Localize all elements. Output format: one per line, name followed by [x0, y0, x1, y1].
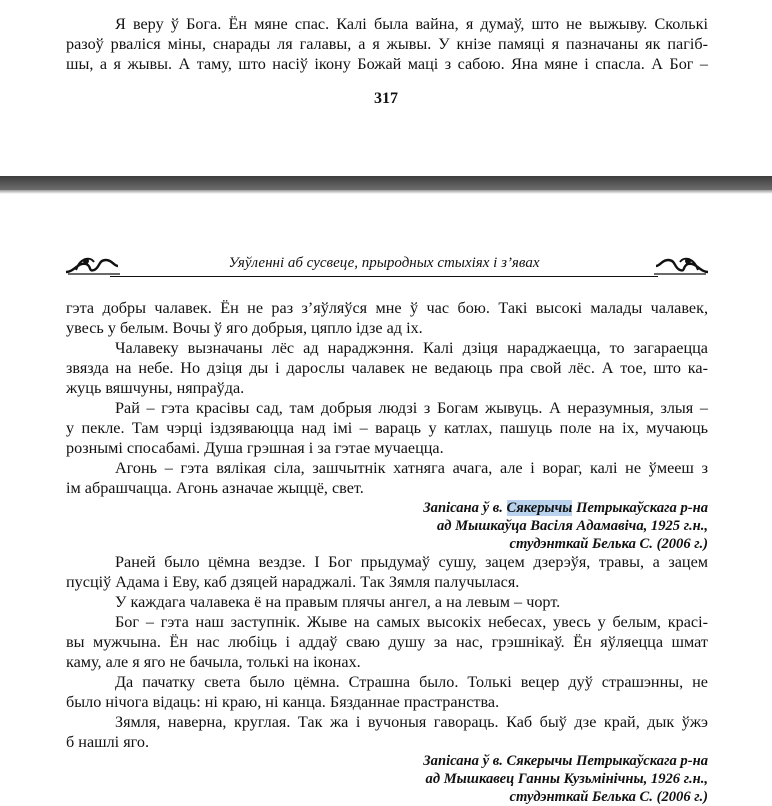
text-line: Да пачатку света было цёмна. Страшна было. Толькі вецер дуў страшэнны, не: [115, 673, 708, 691]
text-line: разоў рваліся міны, снарады ля галавы, а я жывы. У кнізе памяці я пазначаны як пагіб-: [66, 35, 708, 53]
section-2: [66, 552, 708, 752]
text-line: каму, але я яго не бачыла, толькі на іконах.: [66, 653, 361, 671]
attribution-line: ад Мышкаўца Васіля Адамавіча, 1925 г.н.,: [436, 518, 708, 534]
attribution-line: студэнткай Белька С. (2006 г.): [509, 789, 708, 805]
text-line: рознымі спосабамі. Душа грэшная і за гэтае мучаецца.: [66, 439, 444, 457]
text-line: Рай – гэта красівы сад, там добрыя людзі з Богам жывуць. А неразумныя, злыя –: [115, 399, 708, 417]
section-1: [66, 298, 708, 498]
text-line: б нашлі яго.: [66, 733, 150, 751]
right-ornament-icon: [654, 252, 710, 276]
selected-text-highlight[interactable]: Сякерычы: [506, 500, 573, 516]
top-page: [0, 0, 772, 176]
text-line: пусціў Адама і Еву, каб дзяцей нараджалі. Так Зямля палучылася.: [66, 573, 520, 591]
text-line: гэта добры чалавек. Ён не раз з’яўляўся мне ў час бою. Такі высокі малады чалавек,: [66, 299, 708, 317]
running-header-title: Уяўленні аб сусвеце, прыродных стыхіях і з’явах: [228, 255, 540, 271]
text-line: Зямля, наверна, круглая. Так жа і вучоныя гавораць. Каб быў дзе край, дык ўжэ: [115, 713, 708, 731]
header-rule: [110, 276, 658, 277]
text-line: Раней было цёмна вездзе. І Бог прыдумаў сушу, зацем дзерэўя, травы, а зацем: [115, 553, 708, 571]
text-line: было нічога відаць: ні краю, ні канца. Бязданнае прастранства.: [66, 693, 500, 711]
text-line: жуць вяшчуны, няпраўда.: [66, 379, 245, 397]
attribution-prefix: Запісана ў в.: [423, 500, 507, 516]
text-line: звязда на небе. Но дзіця ды і дарослы чалавек не ведаюць пра свой лёс. А тое, што ка-: [66, 359, 708, 377]
text-line: Я веру ў Бога. Ён мяне спас. Калі была вайна, я думаў, што не выжыву. Сколькі: [115, 15, 708, 33]
top-paragraph: [66, 14, 708, 74]
bottom-page: [0, 194, 772, 805]
attribution-2: [300, 752, 708, 806]
text-line: Агонь – гэта вялікая сіла, зашчытнік хатняга ачага, але і вораг, калі не ўмееш з: [115, 459, 708, 477]
text-line: Чалавеку вызначаны лёс ад нараджэння. Калі дзіця нараджаецца, то загараецца: [115, 339, 708, 357]
text-line: У каждага чалавека ё на правым плячы ангел, а на левым – чорт.: [115, 593, 561, 611]
text-line: вы мужчына. Ён нас любіць і аддаў сваю душу за нас, грэшнікаў. Ён яўляецца шмат: [66, 633, 708, 651]
attribution-line: студэнткай Белька С. (2006 г.): [509, 536, 708, 552]
text-line: увесь у белым. Вочы ў яго добрыя, цяпло ідзе ад іх.: [66, 319, 423, 337]
attribution-1: [300, 499, 708, 553]
attribution-line: [300, 499, 708, 517]
text-line: ім абрашчацца. Агонь азначае жыццё, свет.: [66, 479, 364, 497]
attribution-line: Запісана ў в. Сякерычы Петрыкаўскага р-на: [423, 753, 708, 769]
text-line: у пекле. Там чэрці іздзяваюцца над імі – вараць у катлах, пашуць поле на іх, мучаюць: [66, 419, 708, 437]
attribution-line: ад Мышкавец Ганны Кузьмінічны, 1926 г.н.,: [425, 771, 708, 787]
text-line: Бог – гэта наш заступнік. Жыве на самых высокіх небесах, увесь у белым, красі-: [115, 613, 708, 631]
page-number: 317: [374, 90, 398, 107]
text-line: шы, а я жывы. А таму, што насіў ікону Божай маці з сабою. Яна мяне і спасла. А Бог –: [66, 55, 708, 73]
attribution-suffix: Петрыкаўскага р-на: [572, 500, 708, 516]
page-divider: [0, 176, 772, 190]
